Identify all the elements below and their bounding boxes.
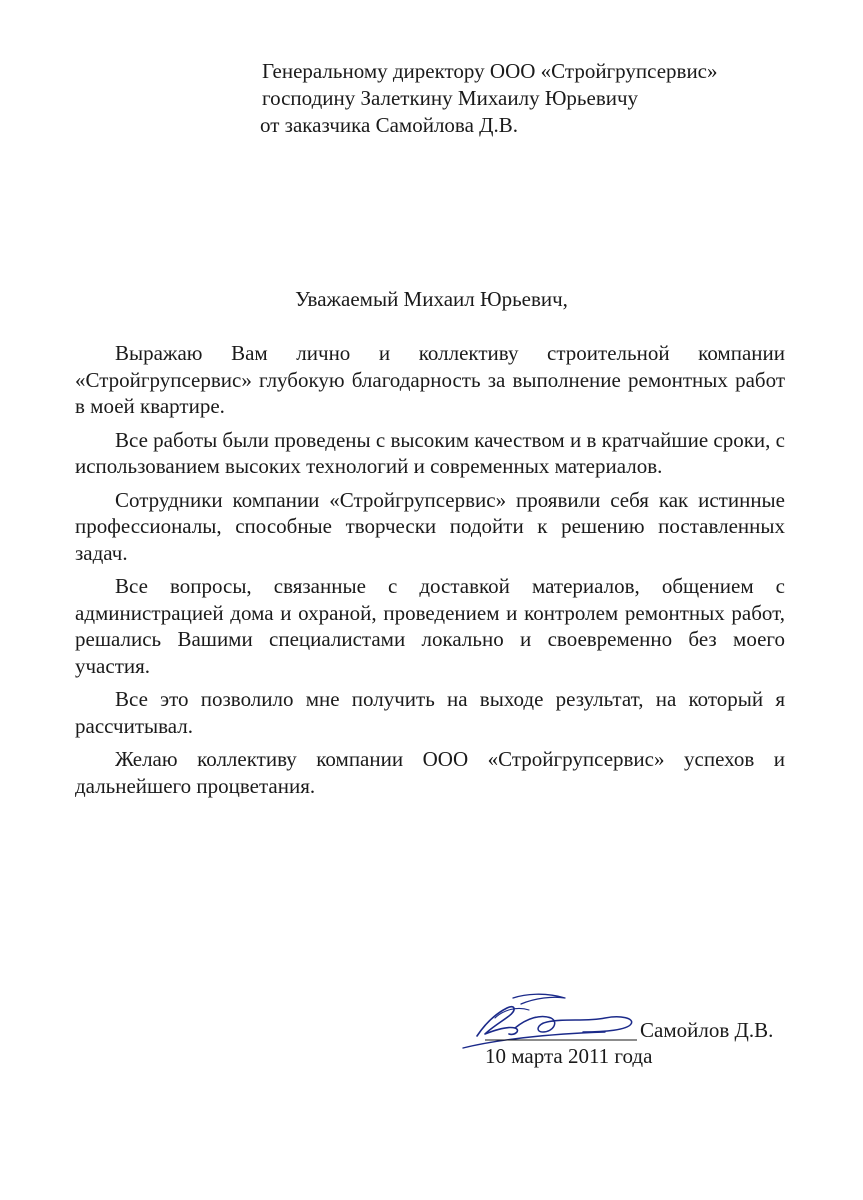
body-paragraph-6: Желаю коллективу компании ООО «Стройгрупсервис» успехов и дальнейшего процветания. [75,747,785,798]
body-paragraph-3: Сотрудники компании «Стройгрупсервис» проявили себя как истинные профессионалы, способные творчески подойти к решению поставленных задач. [75,487,785,565]
body-paragraph-5: Все это позволило мне получить на выходе результат, на который я рассчитывал. [75,687,785,738]
body-paragraph-4: Все вопросы, связанные с доставкой материалов, общением с администрацией дома и охраной, проведением и контролем ремонтных работ, решались Вашими специалистами локально и своевременно без моего участия. [75,574,785,678]
addressee-line-name: господину Залеткину Михаилу Юрьевичу [262,86,639,110]
addressee-line-director: Генеральному директору ООО «Стройгрупсервис» [262,59,718,83]
letter-body [75,340,785,806]
addressee-block [262,58,718,139]
signer-name: Самойлов Д.В. [640,1018,774,1042]
salutation: Уважаемый Михаил Юрьевич, [295,287,568,311]
body-paragraph-2: Все работы были проведены с высоким качеством и в кратчайшие сроки, с использованием высоких технологий и современных материалов. [75,427,785,478]
addressee-line-sender: от заказчика Самойлова Д.В. [260,113,518,137]
signature-block [455,988,815,1078]
signature-date: 10 марта 2011 года [485,1044,653,1068]
body-paragraph-1: Выражаю Вам лично и коллективу строительной компании «Стройгрупсервис» глубокую благодарность за выполнение ремонтных работ в моей квартире. [75,341,785,418]
